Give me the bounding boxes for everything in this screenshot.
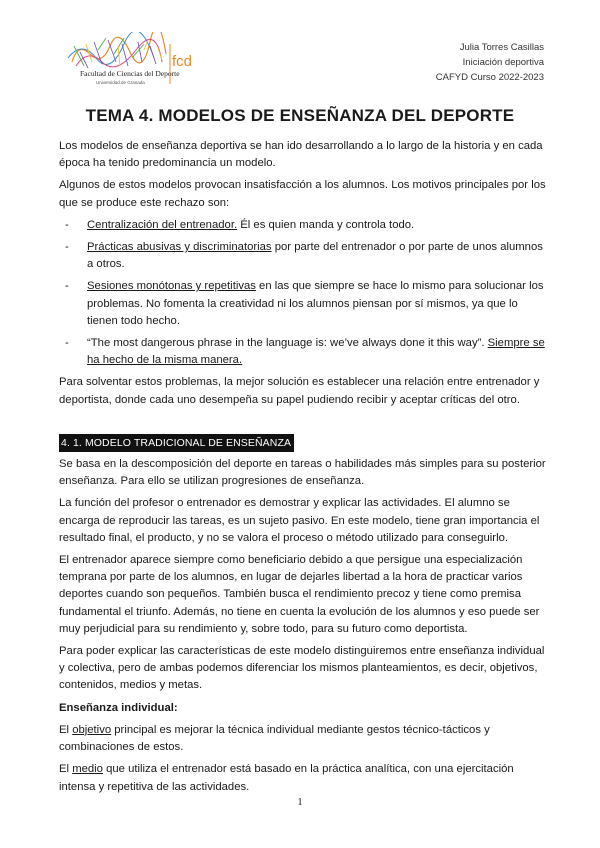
list-item-text: Él es quien manda y controla todo. <box>237 218 415 231</box>
intro-paragraph-2: Algunos de estos modelos provocan insatisfacción a los alumnos. Los motivos principales por los que se produce este rechazo son: <box>59 179 546 209</box>
list-item-underlined: Prácticas abusivas y discriminatorias <box>87 241 272 254</box>
intro-paragraph-1: Los modelos de enseñanza deportiva se han ido desarrollando a lo largo de la historia y en cada época ha tenido predominancia un modelo. <box>59 140 543 170</box>
objective-term: objetivo <box>72 723 112 736</box>
objective-paragraph <box>59 722 547 756</box>
page-title: TEMA 4. MODELOS DE ENSEÑANZA DEL DEPORTE <box>85 106 515 125</box>
list-item-text: en las que siempre se hace lo mismo para solucionar los problemas. No fomenta la creatividad ni los alumnos piensan por sí mismos, ya que lo tienen todo hecho. <box>87 280 544 327</box>
list-item <box>59 217 547 234</box>
list-item-underlined: Sesiones monótonas y repetitivas <box>87 280 256 293</box>
list-item <box>59 239 547 273</box>
dash-bullet: - <box>65 218 69 231</box>
dash-bullet: - <box>65 241 69 254</box>
section-paragraph-1: Se basa en la descomposición del deporte en tareas o habilidades más simples para su posterior enseñanza. Para ello se utilizan progresiones de enseñanza. <box>59 458 546 488</box>
logo-line1: Facultad de Ciencias del Deporte <box>80 69 180 78</box>
section-paragraph-4: Para poder explicar las características de este modelo distinguiremos entre enseñanza individual y colectiva, pero de ambas podemos diferenciar los mismos planteamientos, es decir, objetivos, contenidos, medios y metas. <box>59 645 545 692</box>
list-item-underlined: Siempre se ha hecho de la misma manera. <box>87 337 545 367</box>
document-header <box>436 40 544 85</box>
section-paragraph-3: El entrenador aparece siempre como beneficiario debido a que persigue una especialización temprana por parte de los alumnos, en lugar de dejarles libertad a la hora de practicar varios deportes cuando son pequeños. También busca el rendimiento precoz y tiene como premisa fundamental el triunfo. Además, no tiene en cuenta la evolución de los alumnos y eso puede ser muy perjudicial para su rendimiento y, sobre todo, para su futuro como deportista. <box>59 554 540 635</box>
text-run: principal es mejorar la técnica individual mediante gestos técnico-tácticos y combinaciones de estos. <box>59 723 490 754</box>
dash-bullet: - <box>65 337 69 350</box>
list-item <box>59 278 547 330</box>
text-run: que utiliza el entrenador está basado en la práctica analítica, con una ejercitación intensa y repetitiva de las actividades. <box>59 763 514 793</box>
section-paragraph-2: La función del profesor o entrenador es demostrar y explicar las actividades. El alumno se encarga de reproducir las tareas, es un sujeto pasivo. En este modelo, tiene gran importancia el resultado final, el producto, y no se valora el proceso o método utilizado para conseguirlo. <box>59 497 540 544</box>
logo-line2: Universidad de Granada <box>96 80 145 85</box>
medium-term: medio <box>72 763 103 776</box>
solution-paragraph: Para solventar estos problemas, la mejor solución es establecer una relación entre entrenador y deportista, donde cada uno desempeña su papel pudiendo recibir y aceptar críticas del otro. <box>59 376 540 406</box>
logo-graphic-icon <box>68 32 166 68</box>
rejection-reasons-list <box>59 217 547 370</box>
logo-mark: fcd <box>172 53 193 70</box>
course: CAFYD Curso 2022-2023 <box>435 72 544 83</box>
author: Julia Torres Casillas <box>459 42 544 53</box>
list-item <box>59 335 547 369</box>
page-number: 1 <box>297 797 303 808</box>
text-run: El <box>59 763 73 776</box>
document-body <box>59 138 547 801</box>
text-run: El <box>59 723 73 736</box>
list-item-quote: “The most dangerous phrase in the language is: we’ve always done it this way”. <box>87 337 488 350</box>
faculty-logo <box>58 32 198 92</box>
dash-bullet: - <box>65 280 69 293</box>
list-item-underlined: Centralización del entrenador. <box>87 218 238 231</box>
subheading-individual: Enseñanza individual: <box>59 701 178 714</box>
medium-paragraph <box>59 761 547 795</box>
subject: Iniciación deportiva <box>462 57 544 68</box>
section-heading: 4. 1. MODELO TRADICIONAL DE ENSEÑANZA <box>59 434 294 452</box>
list-item-text: por parte del entrenador o por parte de unos alumnos a otros. <box>87 241 543 271</box>
